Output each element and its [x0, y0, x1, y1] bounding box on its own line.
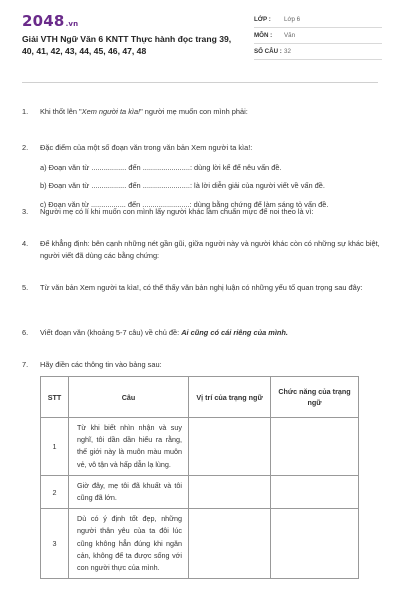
cell-cau: Từ khi biết nhìn nhận và suy nghĩ, tôi dần dần hiểu ra rằng, thế giới này là muôn màu muôn vẻ, vô tận và hấp dẫn lạ lùng.: [69, 418, 189, 476]
logo-suffix: .vn: [65, 20, 79, 28]
essay-topic: Ai cũng có cái riêng của mình.: [181, 328, 288, 337]
logo-text: 2048: [22, 12, 65, 30]
meta-box: [254, 12, 382, 60]
question-text: Khi thốt lên "Xem người ta kìa!" người mẹ muốn con mình phải:: [40, 107, 248, 116]
question-number: 6.: [22, 328, 29, 337]
quoted-title: Xem người ta kìa!: [81, 107, 141, 116]
meta-value: Lớp 6: [284, 16, 301, 23]
meta-row-count: [254, 44, 382, 60]
meta-label: LỚP :: [254, 16, 271, 23]
answer-table: [40, 376, 359, 579]
cell-stt: 1: [41, 418, 69, 476]
meta-label: MÔN :: [254, 32, 273, 39]
meta-value: 32: [284, 48, 291, 55]
question-2-item-a: a) Đoạn văn từ ................. đến .......................: dùng lời kể để nêu vấn đề.: [40, 163, 282, 172]
cell-vi-tri[interactable]: [189, 418, 271, 476]
question-number: 7.: [22, 360, 29, 369]
cell-chuc-nang[interactable]: [271, 418, 359, 476]
cell-vi-tri[interactable]: [189, 509, 271, 579]
question-number: 3.: [22, 207, 29, 216]
col-header-stt: STT: [41, 377, 69, 418]
cell-vi-tri[interactable]: [189, 475, 271, 508]
cell-cau: Dù có ý định tốt đẹp, những người thân yêu của ta đôi lúc cũng không hẳn đúng khi ngăn cản, không để ta được sống với con người thực của mình.: [69, 509, 189, 579]
table-row: [41, 509, 359, 579]
question-text: Người mẹ có lí khi muốn con mình lấy người khác làm chuẩn mực để noi theo là vì:: [40, 207, 314, 216]
table-header-row: [41, 377, 359, 418]
header-divider: [22, 82, 378, 83]
question-number: 5.: [22, 283, 29, 292]
table-row: [41, 418, 359, 476]
meta-value: Văn: [284, 32, 296, 39]
question-2-item-c: c) Đoạn văn từ ................. đến .......................: dùng bằng chứng để làm sáng tỏ vấn đề.: [40, 200, 329, 209]
page-title: Giải VTH Ngữ Văn 6 KNTT Thực hành đọc trang 39, 40, 41, 42, 43, 44, 45, 46, 47, 48: [22, 34, 232, 56]
question-number: 4.: [22, 239, 29, 248]
question-text: Viết đoạn văn (khoảng 5-7 câu) về chủ đề: Ai cũng có cái riêng của mình.: [40, 328, 288, 337]
cell-stt: 2: [41, 475, 69, 508]
cell-chuc-nang[interactable]: [271, 475, 359, 508]
question-text: Từ văn bản Xem người ta kìa!, có thể thấy văn bản nghị luận có những yếu tố quan trọng sau đây:: [40, 283, 363, 292]
question-number: 2.: [22, 143, 29, 152]
col-header-chuc-nang: Chức năng của trạng ngữ: [271, 377, 359, 418]
question-text: Đặc điểm của một số đoạn văn trong văn bản Xem người ta kìa!:: [40, 143, 253, 152]
question-number: 1.: [22, 107, 29, 116]
table-row: [41, 475, 359, 508]
page-header: [22, 12, 382, 56]
question-text: Hãy điền các thông tin vào bảng sau:: [40, 360, 162, 369]
cell-cau: Giờ đây, mẹ tôi đã khuất và tôi cũng đã lớn.: [69, 475, 189, 508]
col-header-vi-tri: Vị trí của trạng ngữ: [189, 377, 271, 418]
meta-label: SỐ CÂU :: [254, 48, 282, 55]
meta-row-subject: [254, 28, 382, 44]
question-text: Để khẳng định: bên cạnh những nét gần gũi, giữa người này và người khác còn có những sự khác biệt, người viết đã dùng các bằng chứng:: [40, 239, 380, 260]
cell-stt: 3: [41, 509, 69, 579]
cell-chuc-nang[interactable]: [271, 509, 359, 579]
meta-row-class: [254, 12, 382, 28]
col-header-cau: Câu: [69, 377, 189, 418]
question-2-item-b: b) Đoạn văn từ ................. đến .......................: là lời diễn giải của người viết về vấn đề.: [40, 181, 325, 190]
